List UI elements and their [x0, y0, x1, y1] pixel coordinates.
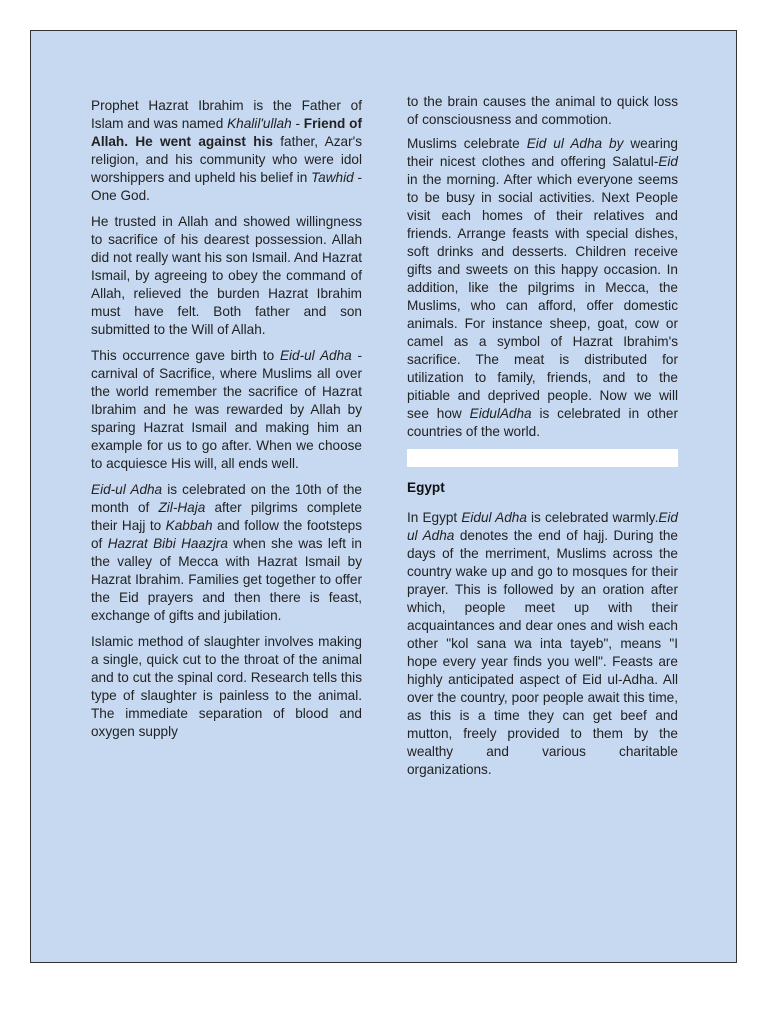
- text-run: -: [291, 116, 304, 131]
- text-run-italic: Eid-ul Adha: [279, 348, 352, 363]
- text-run-italic: EidulAdha: [469, 406, 532, 421]
- text-run-italic: Eid ul Adha by: [526, 136, 624, 151]
- text-run: Prophet Hazrat Ibrahim is the Father of Islam and was named: [91, 98, 362, 131]
- text-run: is celebrated warmly.: [526, 510, 659, 525]
- text-run-italic: Zil-Haja: [158, 500, 206, 515]
- text-run: is celebrated in other countries of the world.: [407, 406, 678, 439]
- text-run: wearing their nicest clothes and offering Salatul-: [407, 136, 678, 169]
- text-run-italic: Eidul Adha: [461, 510, 527, 525]
- section-heading-egypt: Egypt: [407, 480, 445, 495]
- right-column: [407, 93, 678, 787]
- text-run: In Egypt: [407, 510, 462, 525]
- text-run: in the morning. After which everyone seems to be busy in social activities. Next People visit each homes of their relatives and friends. Arrange feasts with special dishes, soft drinks and desserts. Children receive gifts and sweets on this happy occasion. In addition, like the pilgrims in Mecca, the Muslims, who can afford, offer domestic animals. For instance sheep, goat, cow or camel as a symbol of Hazrat Ibrahim's sacrifice. The meat is distributed for utilization to family, friends, and to the pitiable and deprived people. Now we will see how: [407, 172, 678, 421]
- text-run: and follow the footsteps of: [91, 518, 362, 551]
- text-run-italic: Tawhid: [311, 170, 354, 185]
- paragraph-egypt: [407, 509, 678, 779]
- text-run-italic: Kabbah: [165, 518, 213, 533]
- text-run-italic: Khalil'ullah: [227, 116, 292, 131]
- text-run: is celebrated on the 10th of the month of: [91, 482, 362, 515]
- text-run: when she was left in the valley of Mecca with Hazrat Ismail by Hazrat Ibrahim. Families get together to offer the Eid prayers and then there is feast, exchange of gifts and jubilation.: [91, 536, 362, 623]
- text-run: - carnival of Sacrifice, where Muslims all over the world remember the sacrifice of Hazrat Ibrahim and he was rewarded by Allah by sparing Hazrat Ismail and making him an example for us to go after. When we choose to acquiesce His will, all ends well.: [91, 348, 362, 471]
- paragraph-eid-celebrated: [91, 481, 362, 625]
- text-run: Muslims celebrate: [407, 136, 527, 151]
- text-run-italic: Eid-ul Adha: [91, 482, 163, 497]
- left-column: [91, 97, 362, 749]
- text-run: This occurrence gave birth to: [91, 348, 280, 363]
- paragraph-occurrence: [91, 347, 362, 473]
- text-run-bold: Friend of Allah. He went against his: [91, 116, 362, 149]
- text-run: father, Azar's religion, and his community who were idol worshippers and upheld his belief in: [91, 134, 362, 185]
- document-page: [30, 30, 737, 963]
- paragraph-muslims-celebrate: [407, 135, 678, 441]
- paragraph-brain-continued: to the brain causes the animal to quick loss of consciousness and commotion.: [407, 94, 678, 127]
- text-run: - One God.: [91, 170, 362, 203]
- paragraph-slaughter-method: Islamic method of slaughter involves making a single, quick cut to the throat of the animal and to cut the spinal cord. Research tells this type of slaughter is painless to the animal. The immediate separation of blood and oxygen supply: [91, 634, 362, 739]
- text-run-italic: Eid: [658, 154, 678, 169]
- text-run-italic: Hazrat Bibi Haazjra: [107, 536, 228, 551]
- white-separator-band: [407, 449, 678, 467]
- paragraph-trusted-allah: He trusted in Allah and showed willingness to sacrifice of his dearest possession. Allah did not really want his son Ismail. And Hazrat Ismail, by agreeing to obey the command of Allah, relieved the burden Hazrat Ibrahim must have felt. Both father and son submitted to the Will of Allah.: [91, 214, 362, 337]
- text-run-italic: Eid ul Adha: [407, 510, 678, 543]
- text-run: after pilgrims complete their Hajj to: [91, 500, 362, 533]
- text-run: denotes the end of hajj. During the days of the merriment, Muslims across the country wake up and go to mosques for their prayer. This is followed by an oration after which, people meet up with their acquaintances and dear ones and wish each other "kol sana wa inta tayeb", means "I hope every year finds you well". Feasts are highly anticipated aspect of Eid ul-Adha. All over the country, poor people await this time, as this is a time they can get beef and mutton, freely provided to them by the wealthy and various charitable organizations.: [407, 528, 678, 777]
- paragraph-ibrahim-intro: [91, 97, 362, 205]
